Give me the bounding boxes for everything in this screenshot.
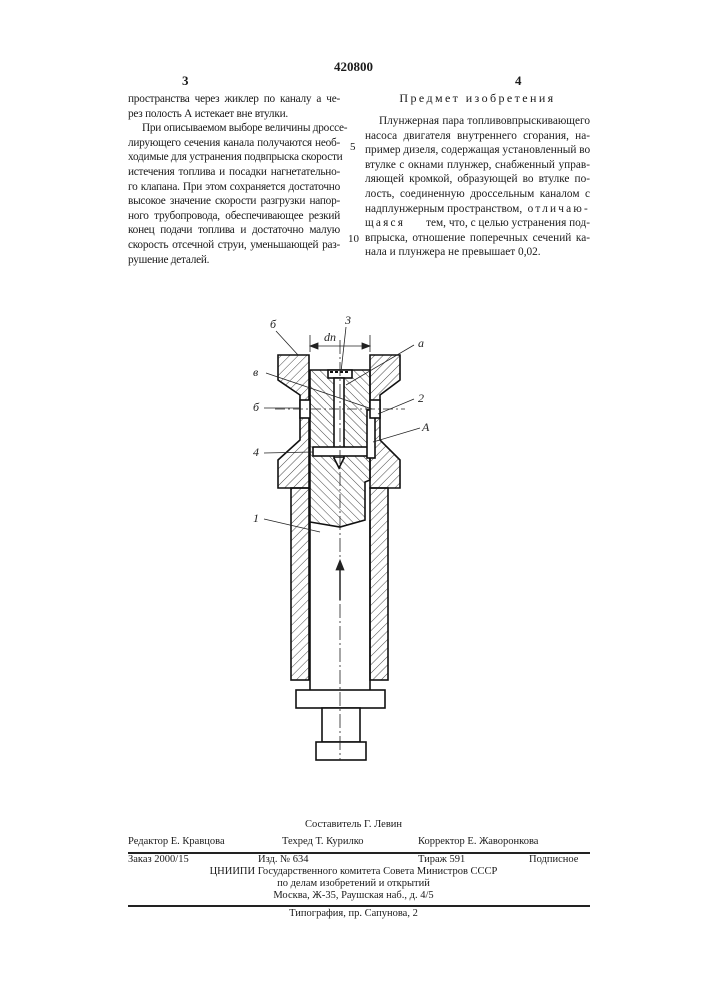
text-line: При описываемом выборе величины дроссе- (128, 121, 340, 136)
label-b-left: б (253, 400, 260, 414)
edition-number: Изд. № 634 (258, 854, 309, 865)
text-fragment-spaced: щаяся (365, 216, 405, 231)
plunger-stem (322, 708, 360, 742)
label-4: 4 (253, 445, 259, 459)
label-a: a (418, 336, 424, 350)
printer: Типография, пр. Сапунова, 2 (0, 908, 707, 919)
text-line: рушение деталей. (128, 253, 340, 268)
plunger-foot (316, 742, 366, 760)
sleeve-lower-left (291, 488, 309, 680)
corrector: Корректор Е. Жаворонкова (418, 836, 538, 847)
text-line: го клапана. При этом сохраняется достаточно (128, 180, 340, 195)
text-fragment-spaced: отличаю- (528, 202, 590, 217)
text-line: истечения топлива и посадки нагнетательно- (128, 165, 340, 180)
text-fragment: тем, что, с целью устранения под- (426, 216, 590, 231)
subscription: Подписное (529, 854, 578, 865)
page-number-left: 3 (182, 73, 189, 89)
techred: Техред Т. Курилко (282, 836, 364, 847)
org-line: Москва, Ж-35, Раушская наб., д. 4/5 (0, 890, 707, 901)
text-line: нала и плунжера не превышает 0,02. (365, 245, 590, 260)
plunger-pair-drawing (0, 0, 707, 800)
axial-channel (334, 378, 344, 458)
patent-number: 420800 (0, 59, 707, 75)
org-line: по делам изобретений и открытий (0, 878, 707, 889)
label-d-n: dп (324, 330, 336, 344)
text-line: скорость отсечной струи, уменьшающей раз- (128, 238, 340, 253)
text-line: втулке с окнами плунжер, снабженный управ- (365, 158, 590, 173)
divider (128, 852, 590, 854)
sleeve-left (278, 355, 309, 488)
text-line: лирующего сечения канала получаются необ- (128, 136, 340, 151)
text-line: насоса двигателя внутреннего сгорания, на- (365, 129, 590, 144)
label-A: A (421, 420, 430, 434)
compiler: Составитель Г. Левин (0, 819, 707, 830)
text-line: рез полость А истекает вне втулки. (128, 107, 340, 122)
radial-channel (313, 447, 368, 456)
label-v: в (253, 365, 258, 379)
label-2: 2 (418, 391, 424, 405)
text-line: пространства через жиклер по каналу а че- (128, 92, 340, 107)
line-number: 5 (350, 141, 356, 153)
section-heading: Предмет изобретения (365, 91, 590, 106)
text-line: впрыска, отношение поперечных сечений ка- (365, 231, 590, 246)
divider (128, 905, 590, 907)
text-line: пример дизеля, содержащая установленный во (365, 143, 590, 158)
plunger-flange (296, 690, 385, 708)
arrow-up-icon (336, 560, 344, 570)
text-line: Плунжерная пара топливовпрыскивающего (365, 114, 590, 129)
circulation: Тираж 591 (418, 854, 465, 865)
label-3: 3 (344, 313, 351, 327)
line-number: 10 (348, 233, 359, 245)
text-fragment: надплунжерным пространством, (365, 202, 522, 217)
text-line: ного трубопровода, обеспечивающее резкий (128, 209, 340, 224)
label-1: 1 (253, 511, 259, 525)
text-line: конец подачи топлива и достаточно малую (128, 223, 340, 238)
sleeve-lower-right (370, 488, 388, 680)
text-line: высокое значение скорости разгрузки напор- (128, 194, 340, 209)
editor: Редактор Е. Кравцова (128, 836, 225, 847)
text-line: ходимые для устранения подвпрыска скорости (128, 150, 340, 165)
text-line: лость, соединенную дроссельным каналом с (365, 187, 590, 202)
text-line: ляющей кромкой, образующей во втулке по- (365, 172, 590, 187)
label-b-top: б (270, 317, 277, 331)
page-number-right: 4 (515, 73, 522, 89)
order-number: Заказ 2000/15 (128, 854, 189, 865)
org-line: ЦНИИПИ Государственного комитета Совета Министров СССР (0, 866, 707, 877)
